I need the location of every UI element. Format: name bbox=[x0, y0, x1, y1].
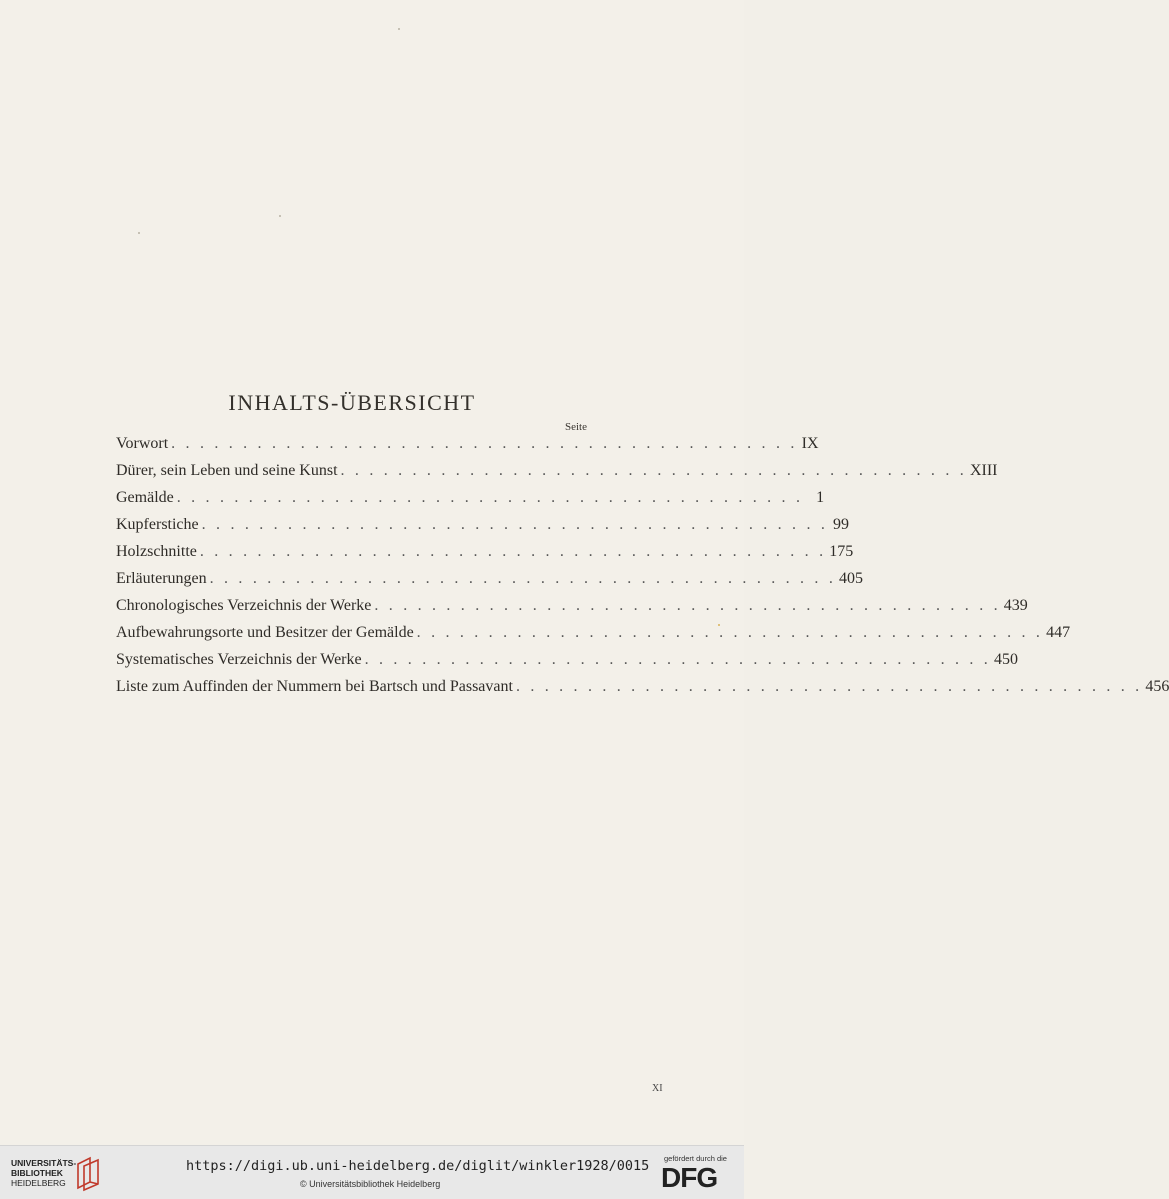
library-name bbox=[11, 1158, 76, 1188]
toc-entry-label: Kupferstiche bbox=[116, 516, 199, 533]
toc-entry-page: 405 bbox=[839, 570, 864, 587]
page-title: INHALTS-ÜBERSICHT bbox=[228, 390, 476, 415]
table-of-contents bbox=[116, 435, 1169, 705]
paper-speck bbox=[138, 232, 140, 234]
toc-entry-label: Holzschnitte bbox=[116, 543, 197, 560]
library-logo-icon bbox=[74, 1154, 104, 1192]
toc-leader-dots: . . . . . . . . . . . . . . . . . . . . . . . . . . . . . . . . . . . . . . . . . . . . bbox=[340, 462, 967, 479]
toc-entry bbox=[116, 624, 1071, 651]
signature-mark: XI bbox=[652, 1083, 663, 1094]
toc-entry-page: 175 bbox=[829, 543, 854, 560]
toc-leader-dots: . . . . . . . . . . . . . . . . . . . . . . . . . . . . . . . . . . . . . . . . . . . . bbox=[201, 516, 829, 533]
dfg-logo: DFG bbox=[661, 1162, 718, 1193]
funding-caption: gefördert durch die bbox=[664, 1154, 727, 1163]
toc-entry-label: Erläuterungen bbox=[116, 570, 207, 587]
toc-entry-page: 450 bbox=[994, 651, 1019, 668]
toc-entry-label: Liste zum Auffinden der Nummern bei Bartsch und Passavant bbox=[116, 678, 513, 695]
viewer-footer bbox=[0, 1145, 744, 1199]
library-name-line: BIBLIOTHEK bbox=[11, 1168, 63, 1178]
toc-leader-dots: . . . . . . . . . . . . . . . . . . . . . . . . . . . . . . . . . . . . . . . . . . . . bbox=[199, 543, 827, 560]
toc-entry-page: 439 bbox=[1003, 597, 1028, 614]
toc-entry bbox=[116, 516, 850, 543]
paper-speck bbox=[398, 28, 400, 30]
toc-entry bbox=[116, 570, 864, 597]
toc-entry bbox=[116, 678, 1169, 705]
copyright-notice: © Universitätsbibliothek Heidelberg bbox=[300, 1179, 441, 1189]
toc-entry-label: Dürer, sein Leben und seine Kunst bbox=[116, 462, 338, 479]
toc-entry-label: Systematisches Verzeichnis der Werke bbox=[116, 651, 362, 668]
toc-entry bbox=[116, 651, 1019, 678]
toc-leader-dots: . . . . . . . . . . . . . . . . . . . . . . . . . . . . . . . . . . . . . . . . . . . . bbox=[171, 435, 798, 452]
toc-entry-page: 99 bbox=[833, 516, 850, 533]
toc-entry bbox=[116, 597, 1028, 624]
toc-entry bbox=[116, 489, 825, 516]
toc-entry-page: IX bbox=[801, 435, 819, 452]
library-name-line: HEIDELBERG bbox=[11, 1178, 66, 1188]
toc-entry-label: Vorwort bbox=[116, 435, 169, 452]
toc-entry bbox=[116, 435, 819, 462]
toc-leader-dots: . . . . . . . . . . . . . . . . . . . . . . . . . . . . . . . . . . . . . . . . . . . . bbox=[176, 489, 804, 506]
toc-entry-label: Gemälde bbox=[116, 489, 174, 506]
toc-leader-dots: . . . . . . . . . . . . . . . . . . . . . . . . . . . . . . . . . . . . . . . . . . . . bbox=[416, 624, 1044, 641]
toc-leader-dots: . . . . . . . . . . . . . . . . . . . . . . . . . . . . . . . . . . . . . . . . . . . . bbox=[374, 597, 1001, 614]
toc-entry-label: Chronologisches Verzeichnis der Werke bbox=[116, 597, 372, 614]
paper-speck bbox=[279, 215, 281, 217]
library-name-line: UNIVERSITÄTS- bbox=[11, 1158, 77, 1168]
toc-entry bbox=[116, 543, 854, 570]
page-column-header: Seite bbox=[565, 421, 587, 433]
permalink-url[interactable]: https://digi.ub.uni-heidelberg.de/diglit/winkler1928/0015 bbox=[186, 1158, 650, 1174]
toc-entry-page: 1 bbox=[816, 489, 825, 506]
toc-entry-label: Aufbewahrungsorte und Besitzer der Gemälde bbox=[116, 624, 414, 641]
toc-entry-page: 447 bbox=[1046, 624, 1071, 641]
toc-entry bbox=[116, 462, 998, 489]
toc-entry-page: XIII bbox=[969, 462, 998, 479]
toc-leader-dots: . . . . . . . . . . . . . . . . . . . . . . . . . . . . . . . . . . . . . . . . . . . . bbox=[364, 651, 992, 668]
toc-entry-page: 456 bbox=[1145, 678, 1169, 695]
toc-leader-dots: . . . . . . . . . . . . . . . . . . . . . . . . . . . . . . . . . . . . . . . . . . . . bbox=[209, 570, 837, 587]
toc-leader-dots: . . . . . . . . . . . . . . . . . . . . . . . . . . . . . . . . . . . . . . . . . . . . bbox=[515, 678, 1143, 695]
